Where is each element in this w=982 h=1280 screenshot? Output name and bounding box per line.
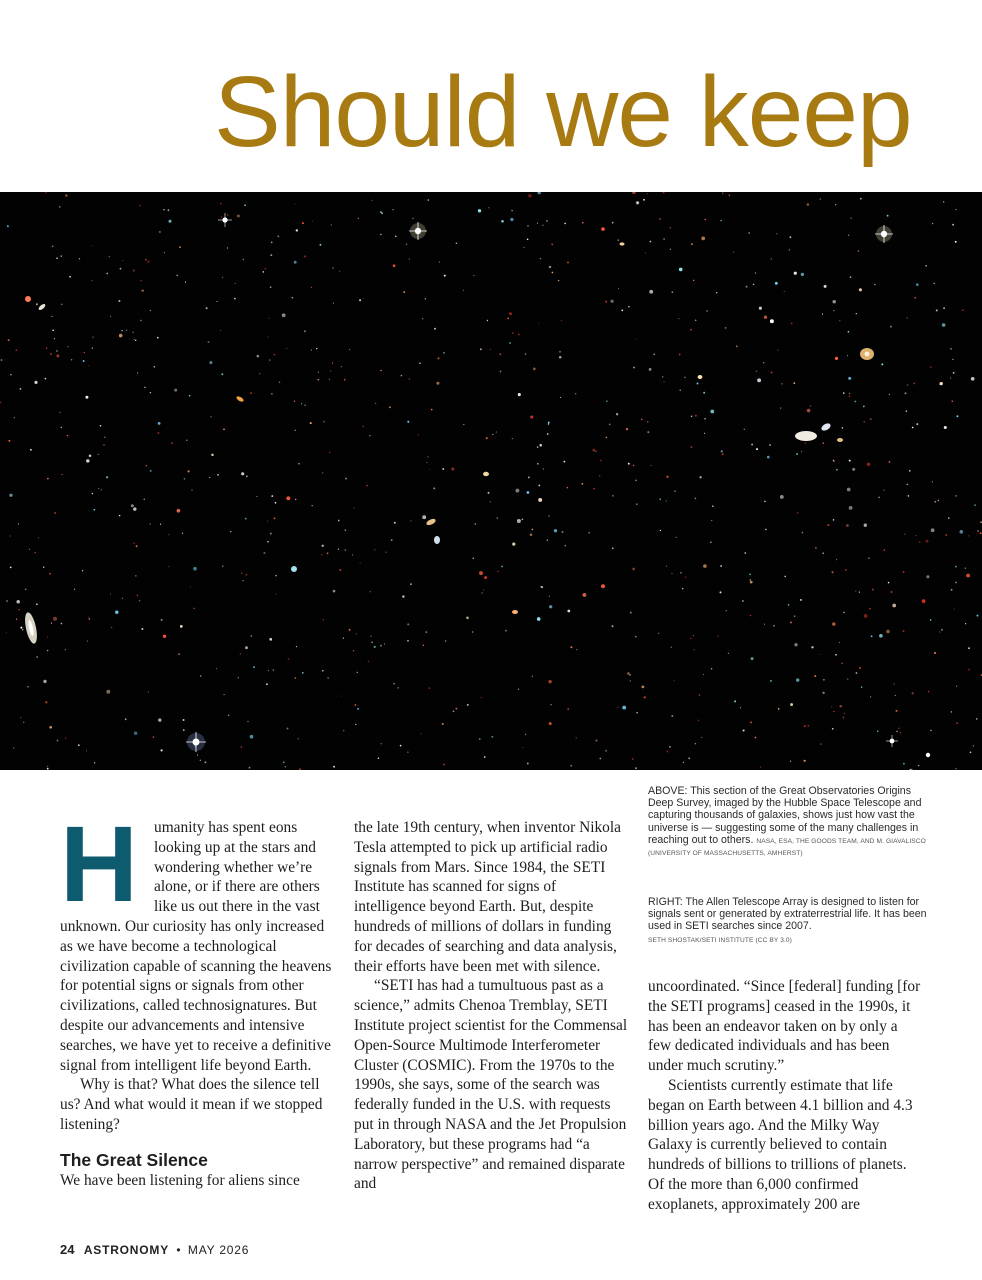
paragraph: the late 19th century, when inventor Nikola Tesla attempted to pick up artificial radio signals from Mars. Since 1984, the SETI Institute has scanned for signs of intelligence beyond Earth. But, despite hundreds of millions of dollars in funding for decades of searching and data analysis, their efforts have been met with silence. bbox=[354, 819, 621, 975]
headline: Should we keep bbox=[214, 56, 912, 168]
section-heading: The Great Silence bbox=[60, 1149, 208, 1170]
caption-right-credit: SETH SHOSTAK/SETI INSTITUTE (CC BY 3.0) bbox=[648, 936, 792, 944]
page-footer bbox=[60, 1242, 249, 1257]
article-column-2 bbox=[354, 818, 628, 1194]
paragraph: We have been listening for aliens since bbox=[60, 1171, 300, 1189]
article-column-1 bbox=[60, 803, 335, 1191]
paragraph: Scientists currently estimate that life began on Earth between 4.1 billion and 4.3 billion years ago. And the Milky Way Galaxy is currently believed to contain hundreds of billions to trillions of planets. Of the more than 6,000 confirmed exoplanets, approximately 200 are bbox=[648, 1076, 913, 1213]
deep-field-photo bbox=[0, 192, 982, 770]
paragraph: Why is that? What does the silence tell us? And what would it mean if we stopped listening? bbox=[60, 1076, 323, 1133]
issue-date: MAY 2026 bbox=[187, 1243, 250, 1257]
intro-paragraph: umanity has spent eons looking up at the stars and wondering whether we’re alone, or if there are others like us out there in the vast unknown. Our curiosity has only increased as we have become a technological civilization capable of scanning the heavens for potential signs or signals from other civilizations, called technosignatures. But despite our advancements and intensive searches, we have yet to receive a definitive signal from intelligent life beyond Earth. bbox=[60, 819, 332, 1074]
caption-right bbox=[648, 896, 928, 945]
caption-above bbox=[648, 785, 928, 858]
drop-cap: H bbox=[60, 803, 138, 924]
deep-field-galaxies-image bbox=[0, 192, 982, 770]
caption-above-text: ABOVE: This section of the Great Observatories Origins Deep Survey, imaged by the Hubble Space Telescope and capturing thousands of galaxies, shows just how vast the universe is — suggesting some of the many challenges in reaching out to others. bbox=[648, 785, 922, 846]
magazine-name: ASTRONOMY bbox=[83, 1243, 170, 1257]
caption-above-credit: NASA, ESA, THE GOODS TEAM, AND M. GIAVALISCO (UNIVERSITY OF MASSACHUSETTS, AMHERST) bbox=[648, 837, 926, 858]
caption-right-text: RIGHT: The Allen Telescope Array is designed to listen for signals sent or generated by extraterrestrial life. It has been used in SETI searches since 2007. bbox=[648, 896, 927, 933]
paragraph: uncoordinated. “Since [federal] funding [for the SETI programs] ceased in the 1990s, it has been an endeavor taken on by only a few dedicated individuals and has been under much scrutiny.” bbox=[648, 978, 921, 1075]
page-number: 24 bbox=[60, 1242, 75, 1257]
paragraph: “SETI has had a tumultuous past as a science,” admits Chenoa Tremblay, SETI Institute project scientist for the Commensal Open-Source Multimode Interferometer Cluster (COSMIC). From the 1970s to the 1990s, she says, some of the search was federally funded in the U.S. with requests put in through NASA and the Jet Propulsion Laboratory, but these programs had “a narrow perspective” and remained disparate and bbox=[354, 977, 628, 1193]
footer-separator: • bbox=[176, 1243, 181, 1257]
article-column-3 bbox=[648, 977, 924, 1215]
